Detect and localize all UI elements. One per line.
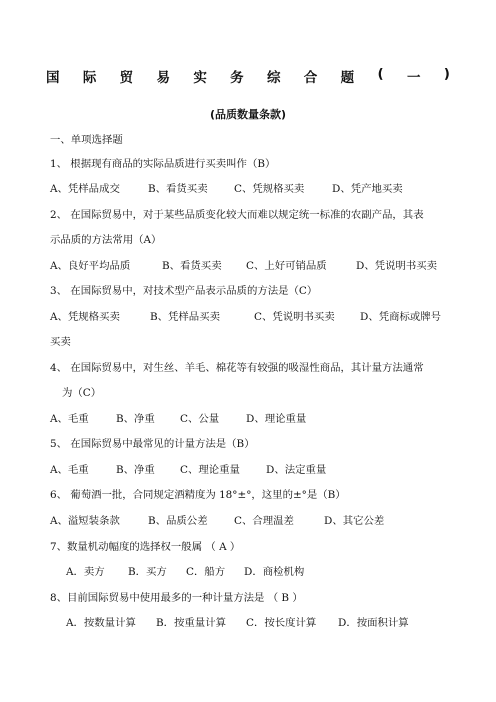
question-1-text: 1、 根据现有商品的实际品质进行买卖叫作（B） bbox=[50, 158, 276, 170]
question-7-text: 7、数量机动幅度的选择权一般属 （ A ） bbox=[50, 541, 241, 553]
title-char: 实 bbox=[193, 70, 207, 86]
document-title bbox=[46, 66, 450, 86]
option-d: D、其它公差 bbox=[324, 515, 385, 527]
title-char: ) bbox=[443, 66, 450, 82]
option-c: C．按长度计算 bbox=[246, 617, 317, 629]
question-7-options bbox=[66, 565, 304, 579]
question-3-text: 3、 在国际贸易中，对技术型产品表示品质的方法是（C） bbox=[50, 285, 318, 297]
option-d: D．商检机构 bbox=[244, 566, 305, 578]
option-c: C．船方 bbox=[186, 566, 226, 578]
option-a: A、良好平均品质 bbox=[50, 260, 131, 272]
question-5-text: 5、 在国际贸易中最常见的计量方法是（B） bbox=[50, 438, 255, 450]
title-char: 综 bbox=[266, 70, 281, 86]
title-char: 务 bbox=[230, 70, 244, 86]
option-b: B、看货买卖 bbox=[162, 260, 222, 272]
question-2-text: 2、 在国际贸易中，对于某些品质变化较大而难以规定统一标准的农副产品，其表 bbox=[50, 209, 424, 221]
option-c: C、公量 bbox=[180, 413, 220, 425]
option-d: D、凭商标或牌号 bbox=[360, 311, 442, 323]
section-heading: 一、单项选择题 bbox=[50, 134, 123, 146]
question-2-text-cont: 示品质的方法常用（A） bbox=[50, 234, 162, 246]
question-3-options bbox=[50, 310, 441, 324]
option-a: A、毛重 bbox=[50, 413, 89, 425]
option-a: A．按数量计算 bbox=[66, 617, 136, 629]
title-char: 际 bbox=[82, 70, 97, 86]
option-d: D、凭产地买卖 bbox=[332, 183, 403, 195]
question-4-options bbox=[50, 412, 306, 426]
title-char: 题 bbox=[340, 70, 355, 86]
question-1-options bbox=[50, 182, 403, 196]
option-c: C、上好可销品质 bbox=[246, 260, 327, 272]
question-8-text: 8、目前国际贸易中使用最多的一种计量方法是 （ B ） bbox=[50, 592, 303, 604]
option-b: B．按重量计算 bbox=[156, 617, 226, 629]
option-b: B、看货买卖 bbox=[148, 183, 208, 195]
option-b: B、品质公差 bbox=[148, 515, 208, 527]
option-a: A．卖方 bbox=[66, 566, 105, 578]
question-2-options bbox=[50, 259, 437, 273]
option-d: D、法定重量 bbox=[266, 464, 327, 476]
option-a: A、凭规格买卖 bbox=[50, 311, 120, 323]
option-c: C、理论重量 bbox=[180, 464, 240, 476]
option-c: C、凭说明书买卖 bbox=[254, 311, 335, 323]
option-c: C、凭规格买卖 bbox=[234, 183, 305, 195]
option-a: A、溢短装条款 bbox=[50, 515, 120, 527]
option-d: D、凭说明书买卖 bbox=[356, 260, 438, 272]
option-a: A、凭样品成交 bbox=[50, 183, 120, 195]
option-a: A、毛重 bbox=[50, 464, 89, 476]
option-b: B、凭样品买卖 bbox=[150, 311, 220, 323]
option-b: B、净重 bbox=[116, 464, 155, 476]
title-char: 合 bbox=[303, 70, 318, 86]
question-4-text: 4、 在国际贸易中，对生丝、羊毛、棉花等有较强的吸湿性商品，其计量方法通常 bbox=[50, 362, 424, 374]
question-4-text-cont: 为（C） bbox=[62, 387, 102, 399]
option-c: C、合理温差 bbox=[234, 515, 294, 527]
title-char: 一 bbox=[406, 70, 421, 86]
option-d: D、理论重量 bbox=[246, 413, 307, 425]
question-8-options bbox=[66, 616, 409, 630]
title-char: 贸 bbox=[119, 70, 134, 86]
title-char: 国 bbox=[46, 70, 60, 86]
question-6-text: 6、 葡萄酒一批，合同规定酒精度为 18°±°，这里的±°是（B） bbox=[50, 489, 346, 501]
option-b: B．买方 bbox=[128, 566, 167, 578]
title-char: 易 bbox=[156, 70, 170, 86]
option-d: D．按面积计算 bbox=[338, 617, 409, 629]
title-char: ( bbox=[377, 66, 384, 82]
question-3-options-cont: 买卖 bbox=[50, 336, 71, 348]
question-5-options bbox=[50, 463, 326, 477]
option-b: B、净重 bbox=[116, 413, 155, 425]
question-6-options bbox=[50, 514, 384, 528]
document-subtitle: (品质数量条款) bbox=[209, 108, 287, 121]
